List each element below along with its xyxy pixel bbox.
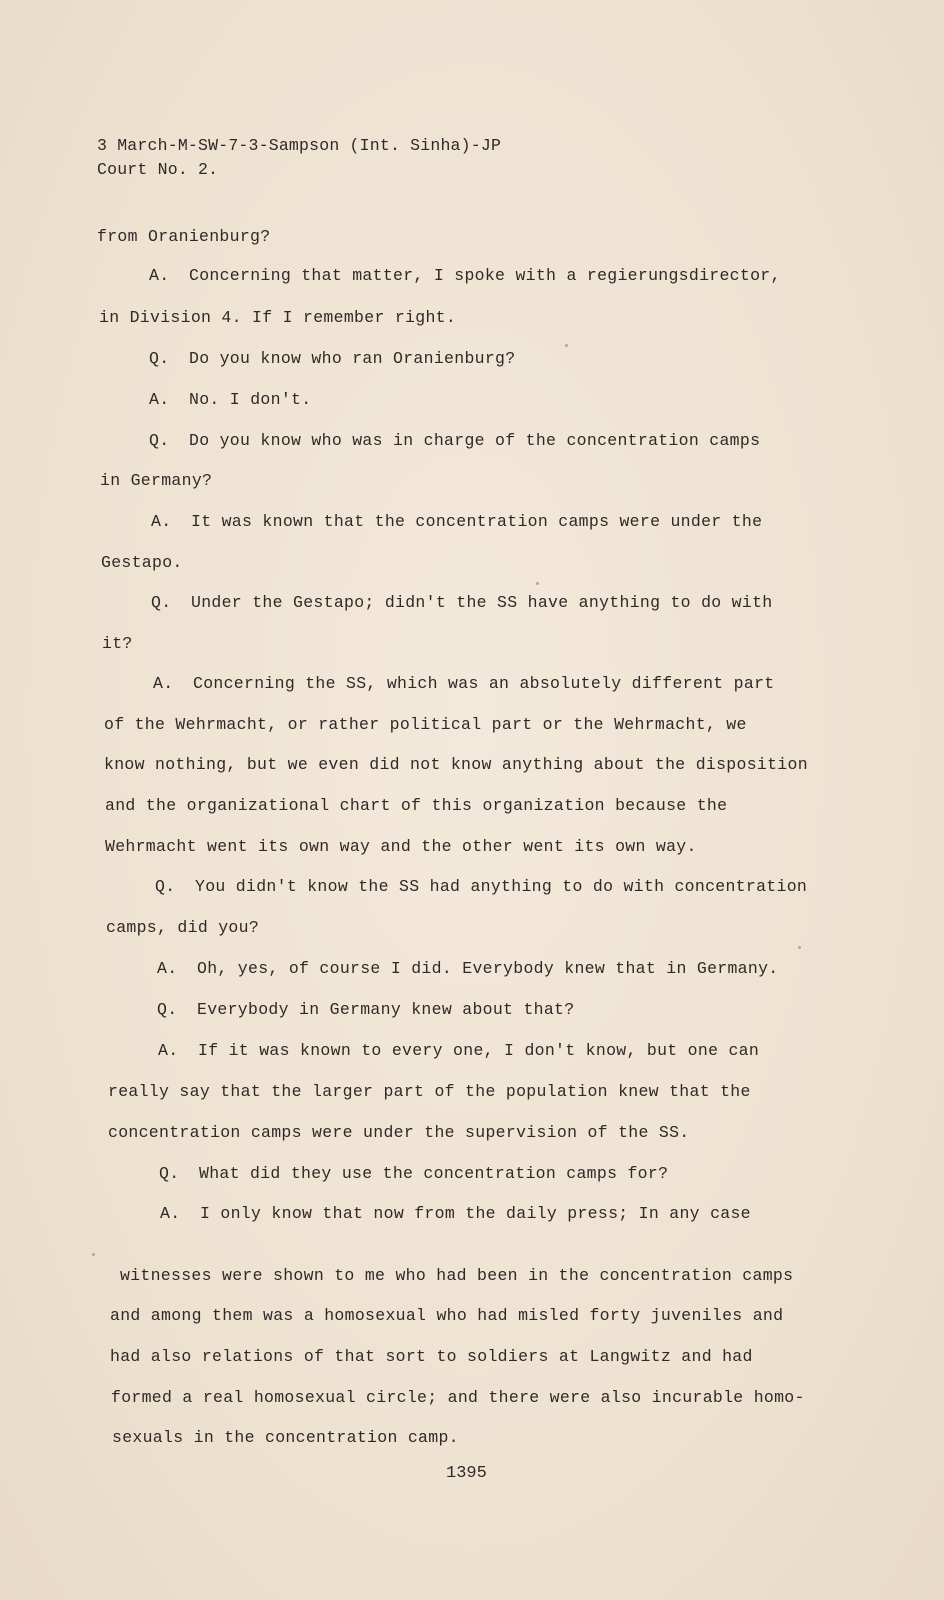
transcript-text: You didn't know the SS had anything to do with concentration (195, 877, 808, 896)
header-court-line: Court No. 2. (97, 160, 219, 179)
transcript-line (105, 796, 727, 816)
transcript-line (157, 1000, 574, 1020)
page-number: 1395 (446, 1464, 487, 1483)
transcript-text: Do you know who ran Oranienburg? (189, 349, 516, 368)
transcript-line (155, 877, 807, 897)
transcript-line (110, 1347, 753, 1367)
speaker-marker: Q. (149, 349, 170, 368)
speaker-marker: A. (153, 674, 174, 693)
speaker-marker: A. (151, 512, 172, 531)
transcript-line (102, 634, 133, 654)
transcript-text: Under the Gestapo; didn't the SS have anything to do with (191, 593, 773, 612)
speaker-marker: Q. (149, 431, 170, 450)
document-header (97, 134, 501, 182)
transcript-text: No. I don't. (189, 390, 312, 409)
transcript-text: and among them was a homosexual who had misled forty juveniles and (110, 1306, 784, 1325)
speaker-marker: Q. (155, 877, 176, 896)
transcript-line (100, 471, 212, 491)
transcript-line (108, 1123, 690, 1143)
speaker-marker: A. (157, 959, 178, 978)
transcript-text: in Division 4. If I remember right. (99, 308, 457, 327)
transcript-line (104, 715, 747, 735)
transcript-line (97, 227, 270, 247)
transcript-text: and the organizational chart of this organization because the (105, 796, 728, 815)
transcript-line (157, 959, 779, 979)
transcript-text: formed a real homosexual circle; and there were also incurable homo- (111, 1388, 805, 1407)
speaker-marker: A. (149, 390, 170, 409)
transcript-line (101, 553, 183, 573)
transcript-line (153, 674, 775, 694)
transcript-line (149, 266, 781, 286)
transcript-text: If it was known to every one, I don't know, but one can (198, 1041, 760, 1060)
paper-speck (536, 582, 539, 585)
transcript-line (106, 918, 259, 938)
transcript-text: What did they use the concentration camps for? (199, 1164, 669, 1183)
transcript-line (149, 349, 515, 369)
transcript-text: really say that the larger part of the population knew that the (108, 1082, 751, 1101)
transcript-line (151, 593, 773, 613)
transcript-text: witnesses were shown to me who had been in the concentration camps (120, 1266, 794, 1285)
transcript-text: concentration camps were under the supervision of the SS. (108, 1123, 690, 1142)
transcript-text: sexuals in the concentration camp. (112, 1428, 459, 1447)
transcript-text: it? (102, 634, 133, 653)
transcript-text: Oh, yes, of course I did. Everybody knew that in Germany. (197, 959, 779, 978)
transcript-text: Concerning that matter, I spoke with a regierungsdirector, (189, 266, 781, 285)
transcript-text: know nothing, but we even did not know anything about the disposition (104, 755, 808, 774)
transcript-line (111, 1388, 805, 1408)
speaker-marker: A. (149, 266, 170, 285)
paper-speck (565, 344, 568, 347)
paper-speck (798, 946, 801, 949)
transcript-line (105, 837, 697, 857)
speaker-marker: Q. (151, 593, 172, 612)
transcript-line (104, 755, 808, 775)
header-reference-line: 3 March-M-SW-7-3-Sampson (Int. Sinha)-JP (97, 136, 502, 155)
paper-speck (92, 1253, 95, 1256)
transcript-line (108, 1082, 751, 1102)
transcript-line (151, 512, 762, 532)
speaker-marker: A. (160, 1204, 181, 1223)
transcript-line (158, 1041, 759, 1061)
transcript-text: in Germany? (100, 471, 213, 490)
transcript-line (160, 1204, 751, 1224)
transcript-text: It was known that the concentration camps were under the (191, 512, 763, 531)
transcript-text: of the Wehrmacht, or rather political part or the Wehrmacht, we (104, 715, 747, 734)
transcript-text: I only know that now from the daily press; In any case (200, 1204, 751, 1223)
transcript-text: camps, did you? (106, 918, 260, 937)
transcript-line (120, 1266, 793, 1286)
transcript-line (149, 431, 760, 451)
transcript-text: from Oranienburg? (97, 227, 271, 246)
transcript-text: Do you know who was in charge of the concentration camps (189, 431, 761, 450)
transcript-line (149, 390, 311, 410)
transcript-line (159, 1164, 668, 1184)
transcript-text: Concerning the SS, which was an absolutely different part (193, 674, 775, 693)
speaker-marker: Q. (157, 1000, 178, 1019)
transcript-line (110, 1306, 783, 1326)
speaker-marker: A. (158, 1041, 179, 1060)
transcript-line (99, 308, 456, 328)
transcript-text: Gestapo. (101, 553, 183, 572)
transcript-line (112, 1428, 459, 1448)
transcript-text: Everybody in Germany knew about that? (197, 1000, 575, 1019)
speaker-marker: Q. (159, 1164, 180, 1183)
transcript-text: had also relations of that sort to soldiers at Langwitz and had (110, 1347, 753, 1366)
transcript-text: Wehrmacht went its own way and the other went its own way. (105, 837, 697, 856)
